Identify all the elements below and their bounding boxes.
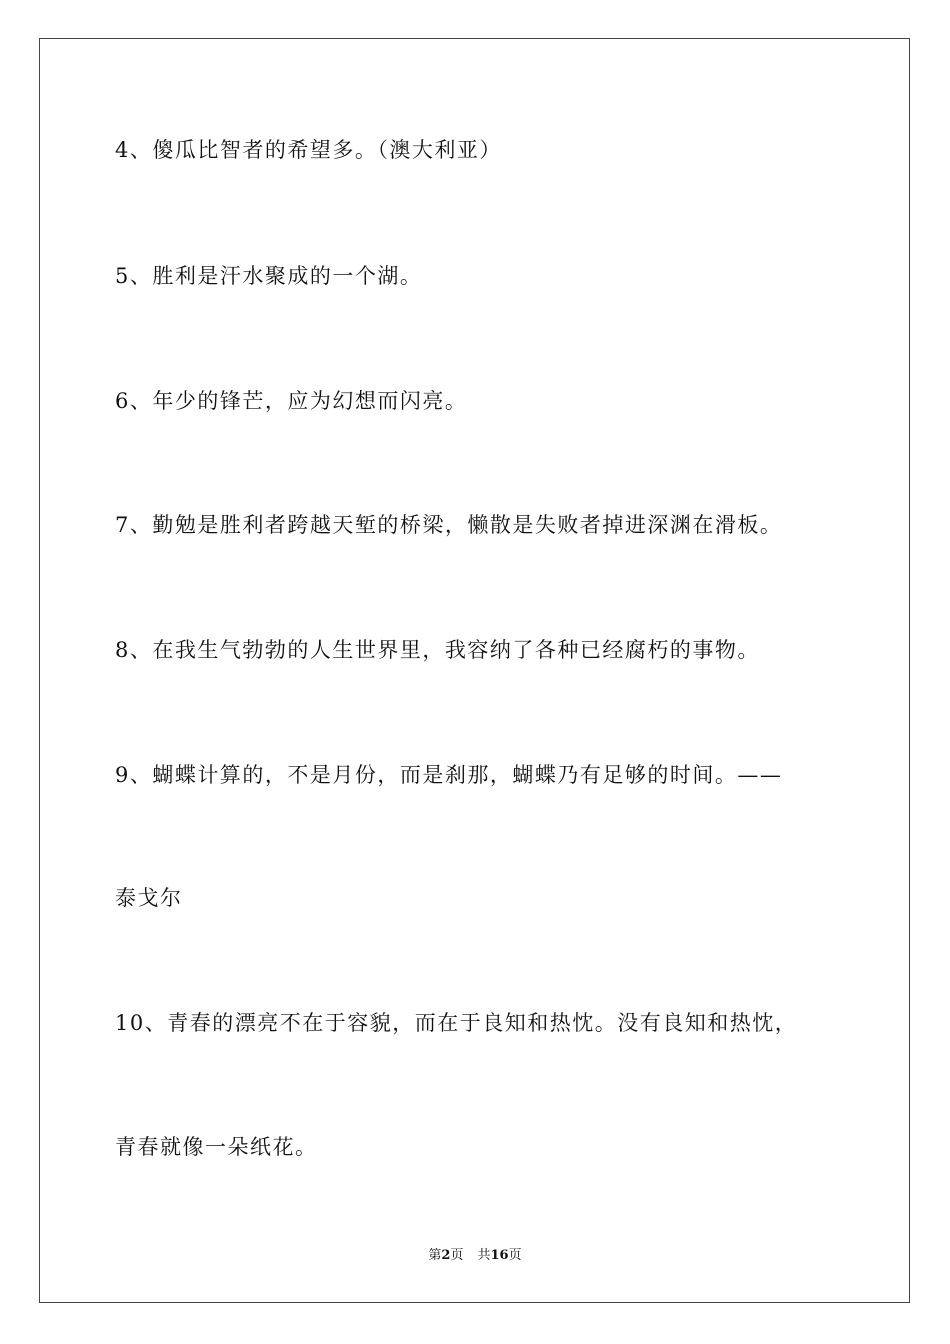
footer-page-suffix: 页: [450, 1248, 464, 1263]
footer-total-prefix: 共: [477, 1248, 491, 1263]
footer-page-prefix: 第: [428, 1248, 442, 1263]
footer-total-suffix: 页: [508, 1248, 522, 1263]
quote-line-7: 7、勤勉是胜利者跨越天堑的桥梁，懒散是失败者掉进深渊在滑板。: [115, 513, 783, 537]
quote-line-6: 6、年少的锋芒，应为幻想而闪亮。: [115, 389, 468, 413]
quote-line-10-cont: 青春就像一朵纸花。: [115, 1135, 318, 1159]
page-footer: [0, 1247, 950, 1265]
footer-page-number: 2: [441, 1248, 451, 1263]
quote-line-5: 5、胜利是汗水聚成的一个湖。: [115, 264, 423, 288]
footer-total-pages: 16: [490, 1248, 509, 1263]
quote-line-9-author: 泰戈尔: [115, 886, 183, 910]
quote-line-4: 4、傻瓜比智者的希望多。（澳大利亚）: [115, 138, 502, 162]
page-border: [39, 38, 910, 1303]
quote-line-10: 10、青春的漂亮不在于容貌，而在于良知和热忱。没有良知和热忱，: [115, 1011, 798, 1035]
quote-line-8: 8、在我生气勃勃的人生世界里，我容纳了各种已经腐朽的事物。: [115, 638, 760, 662]
quote-line-9: 9、蝴蝶计算的，不是月份，而是刹那，蝴蝶乃有足够的时间。——: [115, 763, 783, 787]
